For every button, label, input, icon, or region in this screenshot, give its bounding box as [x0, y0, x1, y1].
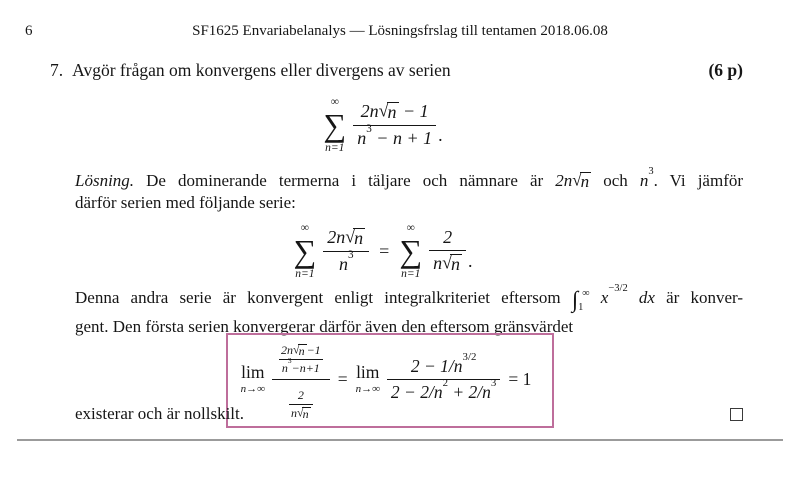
sum-upper-limit: ∞	[300, 222, 309, 234]
math-token: x	[600, 288, 609, 307]
sum-lower-limit: n=1	[295, 268, 315, 281]
fraction-numerator	[279, 343, 323, 359]
formula-comparison-series	[0, 222, 800, 281]
formula-original-series	[0, 96, 800, 155]
math-token: n	[451, 254, 461, 275]
page-header	[0, 23, 800, 40]
fraction-numerator	[353, 101, 436, 125]
exponent: 3/2	[462, 350, 477, 363]
equals-sign: =	[337, 369, 348, 390]
fraction-denominator	[279, 356, 323, 376]
fraction-numerator: 2	[297, 388, 304, 403]
integral-icon: ∫	[571, 287, 579, 312]
exponent: 2	[442, 376, 448, 389]
formula-period: .	[468, 250, 473, 271]
math-token: − 1	[403, 101, 429, 122]
fraction-numerator	[323, 227, 369, 251]
exponent: 3	[490, 376, 497, 389]
text-run: De dominerande termerna i täljare och nämnare är	[146, 171, 544, 190]
sum-upper-limit: ∞	[406, 222, 415, 234]
exponent: −3/2	[608, 283, 628, 295]
fraction-numerator	[387, 350, 500, 379]
sum-upper-limit: ∞	[330, 96, 339, 108]
fraction	[323, 227, 369, 275]
math-token: n	[387, 102, 397, 123]
limit-operator	[240, 361, 265, 396]
formula-period: .	[438, 124, 443, 145]
fraction-denominator	[429, 250, 466, 275]
sum-lower-limit: n=1	[325, 142, 345, 155]
bottom-divider	[17, 439, 783, 441]
limit-subscript: n→∞	[240, 383, 265, 396]
sum-operator	[399, 222, 422, 281]
math-token: n	[433, 253, 443, 274]
fraction-denominator	[323, 248, 369, 275]
radical-icon: √	[442, 252, 453, 273]
fraction	[429, 227, 466, 275]
integral-expression	[571, 287, 590, 315]
math-token: −1	[306, 343, 321, 357]
points-badge: (6 p)	[708, 60, 743, 80]
equals-sign: =	[379, 240, 390, 261]
exponent: 3	[347, 248, 354, 261]
sum-operator	[323, 96, 346, 155]
closing-line	[75, 404, 743, 424]
solution-label: Lösning.	[75, 171, 135, 190]
paragraph-line-1	[75, 283, 744, 315]
problem-text: Avgör frågan om konvergens eller divergens av serien	[72, 60, 451, 80]
math-token: n	[302, 407, 309, 422]
sum-icon: ∑	[293, 232, 317, 269]
text-run: Denna andra serie är konvergent enligt integralkriteriet eftersom	[75, 288, 561, 307]
paragraph-line-2: därför serien med följande serie:	[75, 193, 296, 212]
math-token: 2 − 2/n	[390, 382, 443, 403]
lim-word: lim	[241, 361, 265, 382]
integral-limits	[578, 289, 590, 313]
fraction-numerator: 2	[443, 227, 453, 248]
math-token: 2n	[555, 171, 573, 190]
math-token: n	[639, 171, 649, 190]
sqrt-expression	[293, 344, 307, 358]
radical-icon: √	[378, 100, 389, 121]
exponent: 3	[648, 166, 654, 178]
math-token: n	[354, 228, 364, 249]
fraction-denominator	[387, 376, 500, 403]
radical-icon: √	[572, 170, 582, 190]
sum-icon: ∑	[399, 232, 423, 269]
paragraph-line-2: gent. Den första serien konvergerar därför även den eftersom gränsvärdet	[75, 317, 574, 336]
paragraph-line-1	[75, 166, 744, 192]
inline-math-n-cubed	[639, 166, 654, 190]
big-fraction-numerator	[272, 338, 330, 379]
inline-math-2n-sqrt-n	[555, 171, 591, 190]
sqrt-expression	[572, 172, 591, 192]
simplified-fraction	[387, 350, 500, 403]
qed-box	[730, 408, 743, 421]
sum-icon: ∑	[323, 106, 347, 143]
math-token: 2n	[360, 101, 379, 122]
solution-paragraph	[75, 166, 744, 214]
integral-lower-limit: 1	[578, 301, 584, 313]
document-title: SF1625 Envariabelanalys — Lösningsfrslag till tentamen 2018.06.08	[192, 23, 608, 39]
limit-subscript: n→∞	[355, 383, 380, 396]
math-token: n	[580, 172, 590, 191]
problem-number: 7.	[50, 60, 64, 80]
integral-upper-limit: ∞	[582, 288, 590, 299]
exponent: 3	[366, 122, 372, 135]
nested-fraction-top	[279, 343, 323, 376]
page-number: 6	[25, 23, 33, 39]
argument-paragraph	[75, 283, 744, 338]
radical-icon: √	[292, 342, 300, 357]
lim-word: lim	[356, 361, 380, 382]
math-token: + 2/n	[452, 382, 491, 403]
equals-result: = 1	[508, 369, 532, 390]
limit-operator	[355, 361, 380, 396]
fraction-denominator	[353, 122, 436, 149]
sum-operator	[293, 222, 316, 281]
exponent: 3	[287, 356, 292, 366]
text-run: och	[603, 171, 628, 190]
math-token: n	[281, 361, 288, 376]
math-token: − n + 1	[376, 128, 433, 149]
sqrt-expression	[442, 254, 462, 275]
fraction	[353, 101, 436, 149]
math-token: n	[298, 344, 305, 358]
differential: dx	[638, 288, 655, 307]
sum-lower-limit: n=1	[401, 268, 421, 281]
text-run: . Vi jämför	[653, 171, 744, 190]
sqrt-expression	[379, 102, 399, 123]
text-run: är konver-	[666, 288, 744, 307]
math-token: n	[357, 128, 367, 149]
radical-icon: √	[297, 405, 304, 420]
math-token: 2n	[280, 343, 293, 357]
radical-icon: √	[345, 226, 356, 247]
math-token: 2 − 1/n	[410, 356, 463, 377]
sqrt-expression	[345, 228, 365, 249]
math-token: n	[338, 254, 348, 275]
problem-line	[50, 60, 743, 81]
integrand	[600, 283, 655, 307]
math-token: n	[291, 406, 298, 421]
closing-text: existerar och är nollskilt.	[75, 404, 245, 423]
math-token: 2n	[327, 227, 346, 248]
math-token: −n+1	[291, 361, 320, 376]
